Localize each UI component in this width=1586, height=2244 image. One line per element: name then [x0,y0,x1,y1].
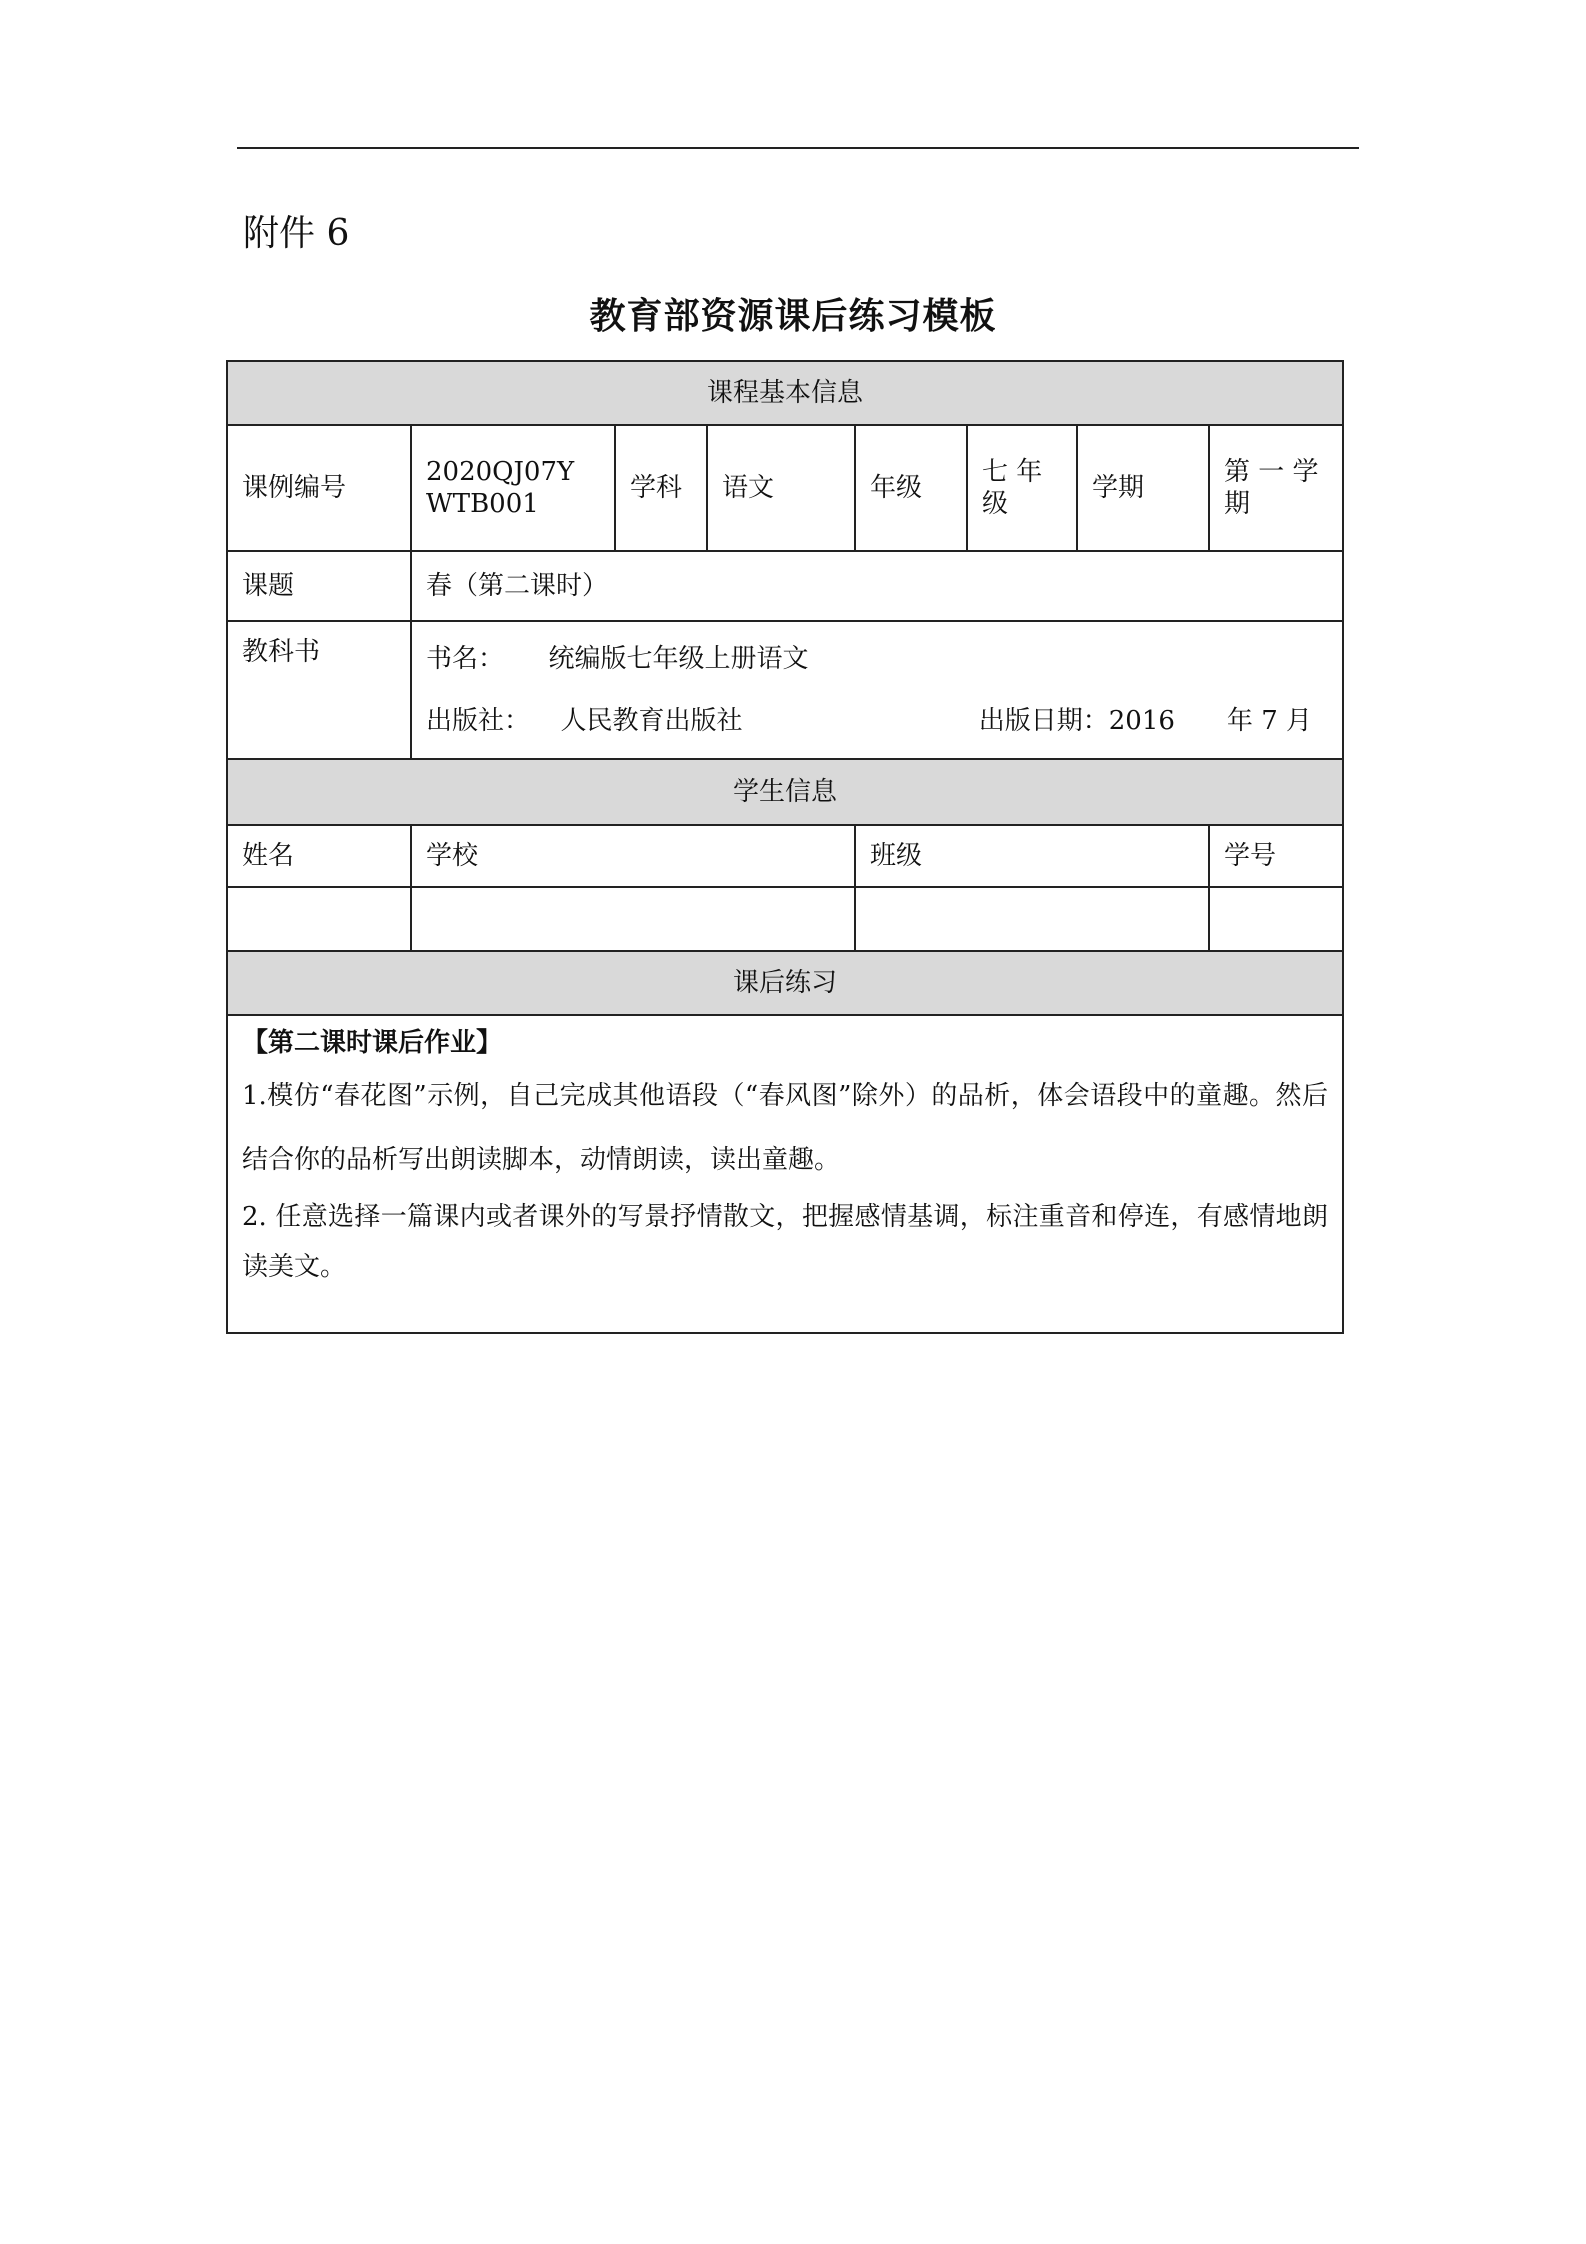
student-labels-row [227,825,1343,887]
topic-row [227,551,1343,621]
book-name-line [426,628,1328,690]
topic-label: 课题 [227,551,411,621]
student-school-label: 学校 [411,825,855,887]
subject-label: 学科 [615,425,707,551]
student-name-label: 姓名 [227,825,411,887]
publisher-value: 人民教育出版社 [560,706,743,736]
student-school-field[interactable] [411,887,855,951]
term-label: 学期 [1077,425,1209,551]
textbook-label: 教科书 [227,621,411,759]
case-number-value: 2020QJ07YWTB001 [411,425,615,551]
homework-item-1: 1.模仿“春花图”示例，自己完成其他语段（“春风图”除外）的品析，体会语段中的童趣。然后结合你的品析写出朗读脚本，动情朗读，读出童趣。 [242,1081,1329,1175]
textbook-details [411,621,1343,759]
term-value: 第 一 学 期 [1209,425,1343,551]
publisher-line [426,690,1328,752]
student-class-field[interactable] [855,887,1209,951]
homework-heading: 【第二课时课后作业】 [242,1028,503,1058]
homework-item-2: 2. 任意选择一篇课内或者课外的写景抒情散文，把握感情基调，标注重音和停连，有感情地朗读美文。 [242,1202,1329,1282]
course-info-section-title: 课程基本信息 [227,361,1343,425]
publisher-label: 出版社： [426,706,531,736]
book-name-value: 统编版七年级上册语文 [548,644,809,674]
course-meta-row [227,425,1343,551]
course-info-header-row [227,361,1343,425]
lesson-form-table [226,360,1344,1334]
student-values-row [227,887,1343,951]
student-info-section-title: 学生信息 [227,759,1343,825]
grade-value: 七 年 级 [967,425,1077,551]
textbook-row [227,621,1343,759]
student-name-field[interactable] [227,887,411,951]
student-info-header-row [227,759,1343,825]
header-rule [237,147,1359,149]
subject-value: 语文 [707,425,855,551]
pub-date-label: 出版日期： [978,706,1109,736]
book-name-label: 书名： [426,644,505,674]
grade-label: 年级 [855,425,967,551]
exercise-content [227,1015,1343,1333]
exercise-section-title: 课后练习 [227,951,1343,1015]
student-class-label: 班级 [855,825,1209,887]
pub-date-value: 2016 年 7 月 [1108,706,1313,736]
exercise-header-row [227,951,1343,1015]
exercise-content-row [227,1015,1343,1333]
topic-value: 春（第二课时） [411,551,1343,621]
attachment-label: 附件 6 [243,213,350,254]
student-id-field[interactable] [1209,887,1343,951]
case-number-label: 课例编号 [227,425,411,551]
student-id-label: 学号 [1209,825,1343,887]
document-title: 教育部资源课后练习模板 [589,295,997,337]
